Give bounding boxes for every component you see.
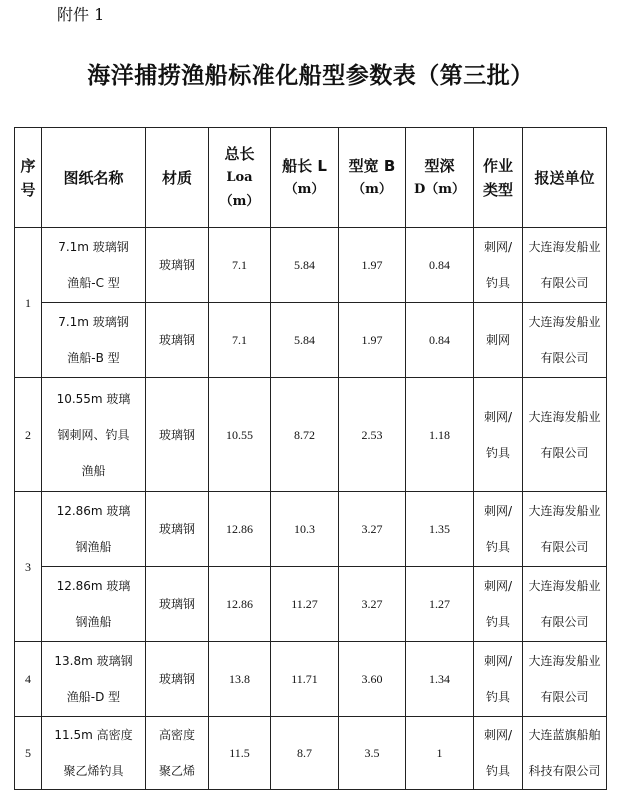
header-material: 材质 (146, 128, 209, 228)
row-number: 5 (15, 717, 42, 790)
length-value: 5.84 (271, 303, 339, 378)
breadth-value: 3.60 (339, 642, 406, 717)
header-breadth: 型宽 B （m） (339, 128, 406, 228)
drawing-name: 13.8m 玻璃钢 渔船-D 型 (42, 642, 146, 717)
drawing-name: 7.1m 玻璃钢 渔船-B 型 (42, 303, 146, 378)
operation-type: 刺网/ 钓具 (474, 717, 523, 790)
depth-value: 1.35 (406, 492, 474, 567)
breadth-value: 3.5 (339, 717, 406, 790)
header-no: 序 号 (15, 128, 42, 228)
loa-value: 12.86 (209, 492, 271, 567)
breadth-value: 2.53 (339, 378, 406, 492)
depth-value: 1.27 (406, 567, 474, 642)
drawing-name: 11.5m 高密度 聚乙烯钓具 (42, 717, 146, 790)
breadth-value: 3.27 (339, 567, 406, 642)
attachment-label: 附件 1 (57, 5, 105, 24)
depth-value: 0.84 (406, 303, 474, 378)
header-operation-type: 作业 类型 (474, 128, 523, 228)
submitting-unit: 大连蓝旗船舶 科技有限公司 (523, 717, 607, 790)
material: 玻璃钢 (146, 567, 209, 642)
header-loa: 总长 Loa （m） (209, 128, 271, 228)
length-value: 11.27 (271, 567, 339, 642)
material: 玻璃钢 (146, 642, 209, 717)
loa-value: 12.86 (209, 567, 271, 642)
length-value: 8.72 (271, 378, 339, 492)
depth-value: 1.18 (406, 378, 474, 492)
drawing-name: 12.86m 玻璃 钢渔船 (42, 492, 146, 567)
loa-value: 10.55 (209, 378, 271, 492)
operation-type: 刺网/ 钓具 (474, 642, 523, 717)
loa-value: 7.1 (209, 228, 271, 303)
row-number: 3 (15, 492, 42, 642)
depth-value: 1 (406, 717, 474, 790)
table-row (15, 228, 607, 303)
table-row (15, 303, 607, 378)
row-number: 4 (15, 642, 42, 717)
page-title: 海洋捕捞渔船标准化船型参数表（第三批） (87, 62, 534, 89)
depth-value: 1.34 (406, 642, 474, 717)
header-drawing-name: 图纸名称 (42, 128, 146, 228)
drawing-name: 7.1m 玻璃钢 渔船-C 型 (42, 228, 146, 303)
table-row (15, 642, 607, 717)
material: 玻璃钢 (146, 228, 209, 303)
breadth-value: 3.27 (339, 492, 406, 567)
row-number: 1 (15, 228, 42, 378)
table-row (15, 378, 607, 492)
loa-value: 7.1 (209, 303, 271, 378)
operation-type: 刺网/ 钓具 (474, 567, 523, 642)
header-length: 船长 L （m） (271, 128, 339, 228)
table-row (15, 567, 607, 642)
length-value: 5.84 (271, 228, 339, 303)
parameter-table (14, 127, 607, 790)
loa-value: 11.5 (209, 717, 271, 790)
submitting-unit: 大连海发船业 有限公司 (523, 642, 607, 717)
submitting-unit: 大连海发船业 有限公司 (523, 567, 607, 642)
depth-value: 0.84 (406, 228, 474, 303)
header-depth: 型深 D（m） (406, 128, 474, 228)
operation-type: 刺网 (474, 303, 523, 378)
length-value: 11.71 (271, 642, 339, 717)
drawing-name: 12.86m 玻璃 钢渔船 (42, 567, 146, 642)
operation-type: 刺网/ 钓具 (474, 378, 523, 492)
header-submitting-unit: 报送单位 (523, 128, 607, 228)
table-row (15, 717, 607, 790)
operation-type: 刺网/ 钓具 (474, 228, 523, 303)
submitting-unit: 大连海发船业 有限公司 (523, 492, 607, 567)
table-row (15, 492, 607, 567)
breadth-value: 1.97 (339, 303, 406, 378)
material: 高密度 聚乙烯 (146, 717, 209, 790)
material: 玻璃钢 (146, 303, 209, 378)
breadth-value: 1.97 (339, 228, 406, 303)
length-value: 10.3 (271, 492, 339, 567)
length-value: 8.7 (271, 717, 339, 790)
operation-type: 刺网/ 钓具 (474, 492, 523, 567)
row-number: 2 (15, 378, 42, 492)
material: 玻璃钢 (146, 378, 209, 492)
submitting-unit: 大连海发船业 有限公司 (523, 228, 607, 303)
table-header-row (15, 128, 607, 228)
loa-value: 13.8 (209, 642, 271, 717)
material: 玻璃钢 (146, 492, 209, 567)
drawing-name: 10.55m 玻璃 钢刺网、钓具 渔船 (42, 378, 146, 492)
submitting-unit: 大连海发船业 有限公司 (523, 303, 607, 378)
submitting-unit: 大连海发船业 有限公司 (523, 378, 607, 492)
